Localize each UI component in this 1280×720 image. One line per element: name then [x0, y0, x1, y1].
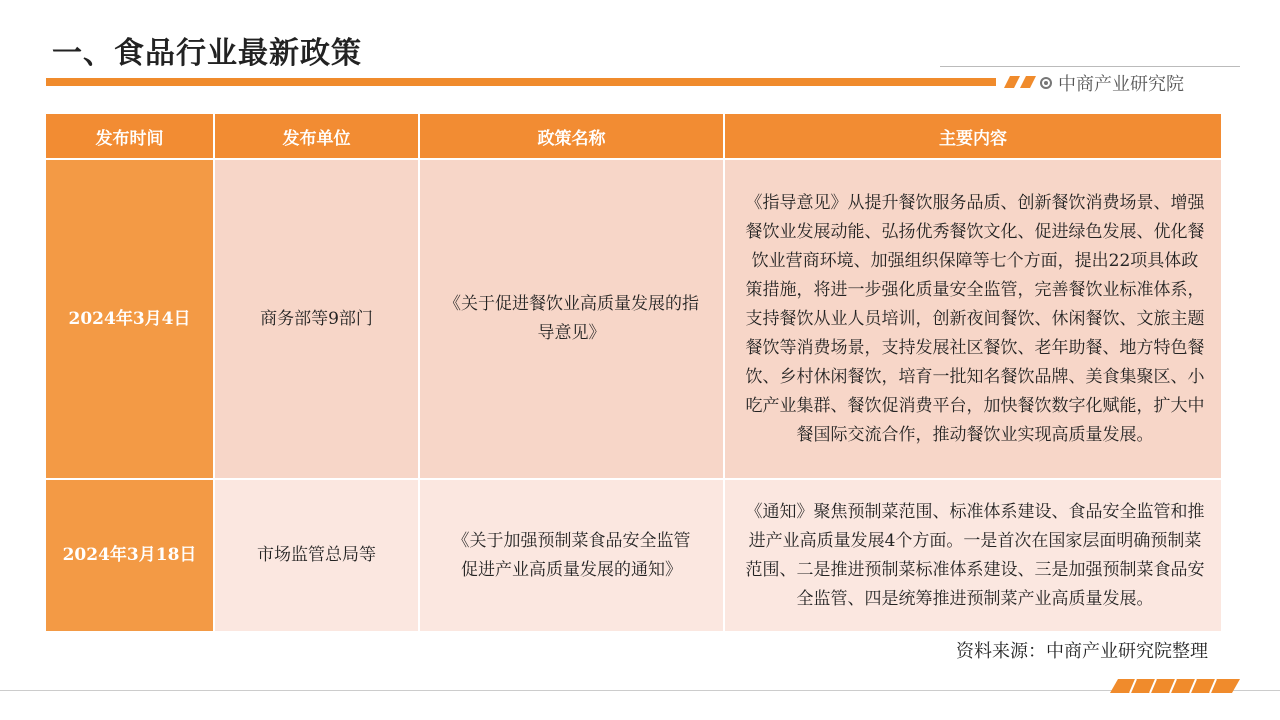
table-row — [46, 479, 1221, 632]
row-policy-name: 《关于促进餐饮业高质量发展的指导意见》 — [419, 159, 724, 479]
column-header-issuer: 发布单位 — [214, 114, 419, 159]
target-circle-icon — [1040, 77, 1052, 89]
stripe-decoration-icon — [1110, 679, 1240, 693]
table-header-row — [46, 114, 1221, 159]
row-content: 《指导意见》从提升餐饮服务品质、创新餐饮消费场景、增强餐饮业发展动能、弘扬优秀餐饮文化、促进绿色发展、优化餐饮业营商环境、加强组织保障等七个方面，提出22项具体政策措施，将进一步强化质量安全监管，完善餐饮业标准体系，支持餐饮从业人员培训，创新夜间餐饮、休闲餐饮、文旅主题餐饮等消费场景，支持发展社区餐饮、老年助餐、地方特色餐饮、乡村休闲餐饮，培育一批知名餐饮品牌、美食集聚区、小吃产业集群、餐饮促消费平台，加快餐饮数字化赋能，扩大中餐国际交流合作，推动餐饮业实现高质量发展。 — [724, 159, 1221, 479]
column-header-content: 主要内容 — [724, 114, 1221, 159]
row-issuer: 市场监管总局等 — [214, 479, 419, 632]
row-content: 《通知》聚焦预制菜范围、标准体系建设、食品安全监管和推进产业高质量发展4个方面。一是首次在国家层面明确预制菜范围、二是推进预制菜标准体系建设、三是加强预制菜食品安全监管、四是统筹推进预制菜产业高质量发展。 — [724, 479, 1221, 632]
column-header-date: 发布时间 — [46, 114, 214, 159]
table-row — [46, 159, 1221, 479]
source-note: 资料来源：中商产业研究院整理 — [956, 641, 1208, 662]
slash-decoration-icon — [1004, 76, 1044, 88]
footer-divider-line — [0, 690, 1280, 691]
page-title: 一、食品行业最新政策 — [52, 36, 362, 71]
row-date: 2024年3月4日 — [46, 159, 214, 479]
row-date: 2024年3月18日 — [46, 479, 214, 632]
brand-logo — [1040, 71, 1184, 95]
column-header-policy-name: 政策名称 — [419, 114, 724, 159]
row-issuer: 商务部等9部门 — [214, 159, 419, 479]
brand-name: 中商产业研究院 — [1058, 74, 1184, 95]
row-policy-name: 《关于加强预制菜食品安全监管 促进产业高质量发展的通知》 — [419, 479, 724, 632]
header-divider-line — [940, 66, 1240, 67]
title-underline-bar — [46, 78, 996, 86]
policy-table — [46, 114, 1221, 633]
